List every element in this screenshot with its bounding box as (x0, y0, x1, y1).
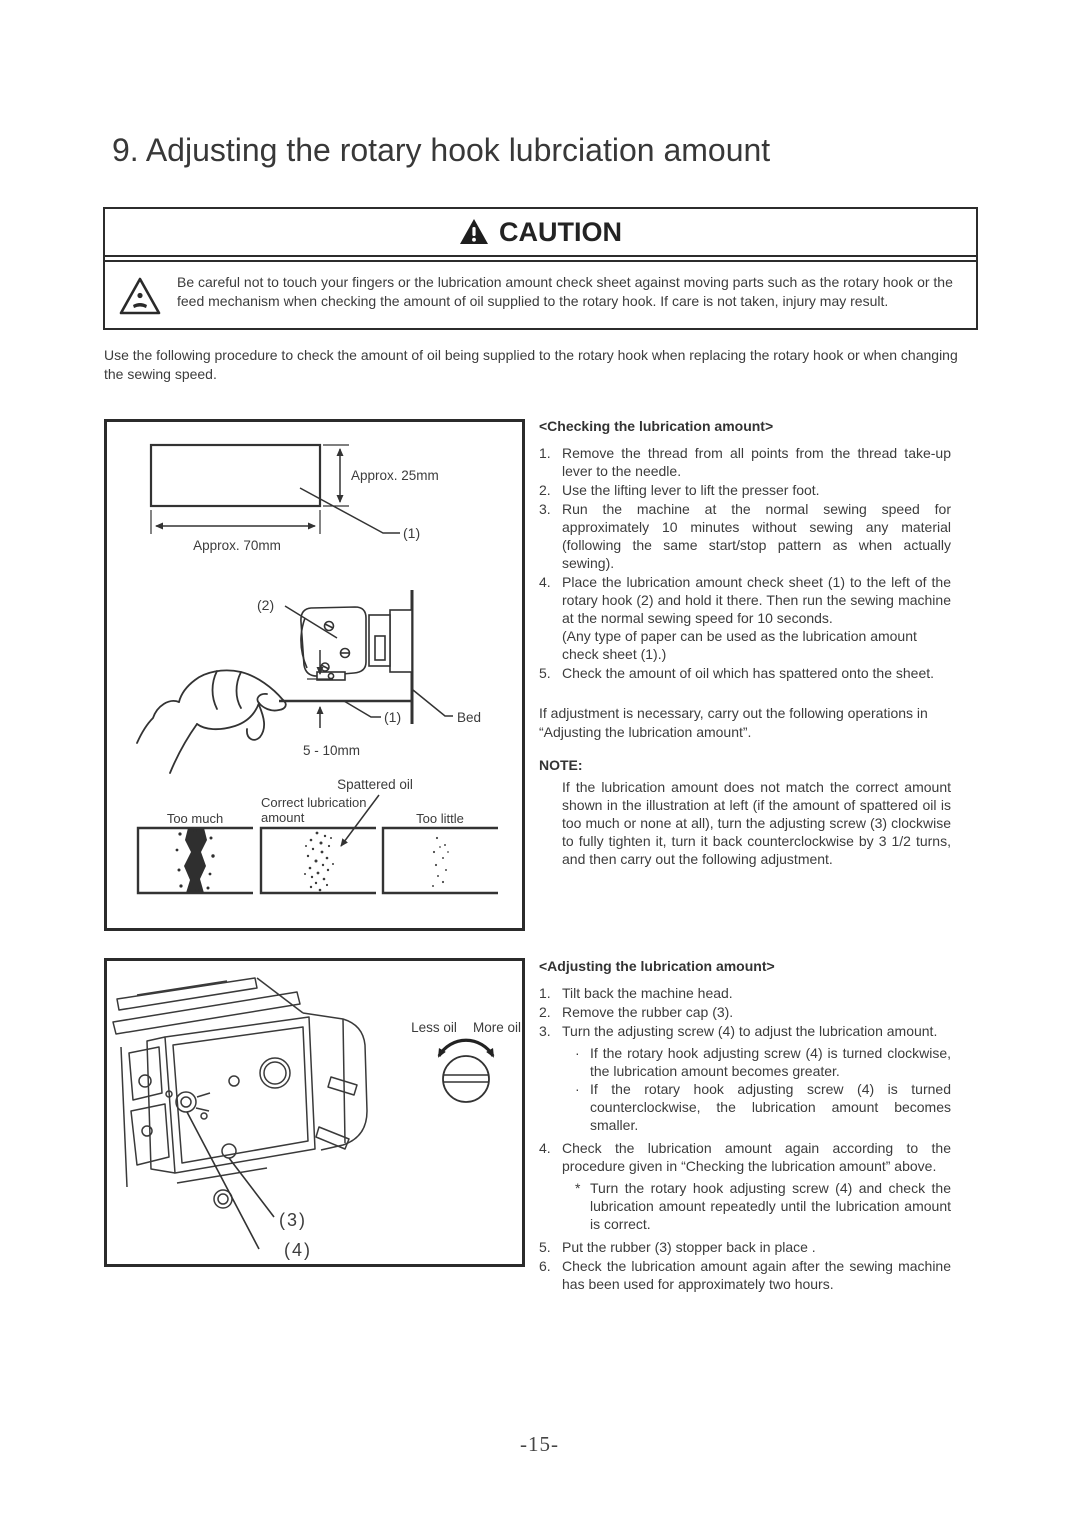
caution-body (105, 260, 976, 328)
too-much-label: Too much (166, 811, 224, 826)
rubber-cap-hole (222, 1144, 236, 1158)
dim-height-label: Approx. 25mm (351, 468, 439, 483)
adjustment-followup-paragraph: If adjustment is necessary, carry out the following operations in “Adjusting the lubrication amount”. (539, 705, 928, 740)
caution-text: Be careful not to touch your fingers or the lubrication amount check sheet against moving parts such as the rotary hook or the feed mechanism when checking the amount of oil supplied to the rotary hook. If care is not taken, injury may result. (177, 274, 953, 309)
callout-screw-label: (4) (284, 1240, 312, 1260)
less-oil-label: Less oil (411, 1020, 457, 1035)
sub-bullets (575, 1044, 951, 1134)
hand-illustration (137, 670, 286, 773)
turn-direction-arrow (439, 1040, 493, 1056)
caution-header (105, 209, 976, 257)
step-number: 6. (539, 1258, 551, 1274)
step-text: Place the lubrication amount check sheet (1) to the left of the rotary hook (2) and hold it there. Then run the sewing machine at the normal sewing speed for 10 seconds. (562, 574, 951, 626)
step-text: Check the amount of oil which has spattered onto the sheet. (562, 665, 935, 681)
list-item (539, 1257, 951, 1293)
correct-label-line2: amount (261, 810, 305, 825)
intro-paragraph: Use the following procedure to check the amount of oil being supplied to the rotary hook when replacing the rotary hook or when changing the sewing speed. (104, 347, 958, 382)
bed-label: Bed (457, 710, 482, 725)
step-number: 2. (539, 1004, 551, 1020)
bullet-marker: * (575, 1180, 581, 1196)
list-item (539, 481, 951, 499)
bullet-item (575, 1179, 951, 1233)
checking-steps (539, 444, 951, 682)
step-number: 3. (539, 1023, 551, 1039)
warning-triangle-filled-icon (459, 218, 489, 246)
adjusting-heading: <Adjusting the lubrication amount> (539, 958, 775, 974)
step-number: 1. (539, 985, 551, 1001)
step-text: Remove the thread from all points from the thread take-up lever to the needle. (562, 445, 951, 479)
check-sheet-rect (151, 445, 320, 506)
list-item (539, 1238, 951, 1256)
step-number: 2. (539, 482, 551, 498)
list-item (539, 1022, 951, 1138)
bullet-text: If the rotary hook adjusting screw (4) is turned counterclockwise, the lubrication amount becomes smaller. (590, 1081, 951, 1133)
page-title: 9. Adjusting the rotary hook lubrciation amount (112, 132, 771, 168)
step-text: Run the machine at the normal sewing speed for approximately 10 minutes without sewing any material (following the same start/stop pattern as when actually sewing). (562, 501, 951, 571)
spatter-too-much (176, 828, 215, 893)
step-text: Put the rubber (3) stopper back in place . (562, 1239, 816, 1255)
spattered-oil-label: Spattered oil (337, 777, 413, 792)
rotary-hook-illustration (301, 607, 412, 680)
bullet-item (575, 1080, 951, 1134)
step-text: Tilt back the machine head. (562, 985, 733, 1001)
dim-width-label: Approx. 70mm (193, 538, 281, 553)
step-text: Remove the rubber cap (3). (562, 1004, 734, 1020)
callout-line-screw (187, 1112, 259, 1249)
callout-line-sheet2 (344, 701, 381, 717)
step-number: 5. (539, 665, 551, 681)
list-item (539, 1003, 951, 1021)
list-item (539, 444, 951, 480)
list-item (539, 500, 951, 572)
step-number: 5. (539, 1239, 551, 1255)
list-item (539, 984, 951, 1002)
list-item (539, 664, 951, 682)
bullet-item (575, 1044, 951, 1080)
adjusting-section (539, 958, 951, 1294)
injury-warning-triangle-icon (118, 276, 162, 316)
list-item (539, 1139, 951, 1237)
more-oil-label: More oil (472, 1020, 522, 1035)
correct-label-line1: Correct lubrication (261, 795, 367, 810)
callout-line-cap (229, 1158, 274, 1217)
note-text: If the lubrication amount does not match the correct amount shown in the illustration at left (if the amount of spattered oil is too much or none at all), turn the adjusting screw (3) clockwise to fully tighten it, turn it back counterclockwise by 3 1/2 turns, and then carry out the following adjustment. (562, 779, 951, 867)
step-text: Use the lifting lever to lift the presser foot. (562, 482, 820, 498)
step-text: Check the lubrication amount again after the sewing machine has been used for approximately two hours. (562, 1258, 951, 1292)
dim-gap-label: 5 - 10mm (303, 743, 361, 758)
checking-diagram-box (104, 419, 525, 931)
adjusting-steps (539, 984, 951, 1293)
note-label: NOTE: (539, 757, 583, 773)
adjusting-screw-head (443, 1056, 489, 1102)
bullet-marker: · (575, 1045, 580, 1061)
callout-cap-label: (3) (279, 1210, 307, 1230)
sub-bullets (575, 1179, 951, 1233)
list-item (539, 573, 951, 663)
page-number: -15- (520, 1432, 559, 1456)
callout-sheet2-label: (1) (384, 709, 402, 725)
caution-title: CAUTION (499, 216, 622, 247)
step-number: 4. (539, 1140, 551, 1156)
step-text-continued: (Any type of paper can be used as the lubrication amount check sheet (1).) (562, 628, 917, 662)
adjusting-diagram-box (104, 958, 525, 1267)
checking-heading: <Checking the lubrication amount> (539, 418, 774, 434)
step-number: 4. (539, 574, 551, 590)
spatter-too-little (432, 837, 449, 887)
bullet-text: Turn the rotary hook adjusting screw (4) and check the lubrication amount repeatedly until the lubrication amount is correct. (590, 1180, 951, 1232)
too-little-label: Too little (416, 811, 464, 826)
bullet-text: If the rotary hook adjusting screw (4) is turned clockwise, the lubrication amount becomes greater. (590, 1045, 951, 1079)
spatter-correct (304, 832, 334, 892)
checking-section (539, 418, 951, 868)
step-number: 3. (539, 501, 551, 517)
step-text: Turn the adjusting screw (4) to adjust the lubrication amount. (562, 1023, 938, 1039)
callout-sheet-label: (1) (403, 525, 421, 541)
callout-hook-label: (2) (257, 597, 275, 613)
caution-box (103, 207, 978, 330)
step-text: Check the lubrication amount again according to the procedure given in “Checking the lubrication amount” above. (562, 1140, 951, 1174)
bullet-marker: · (575, 1081, 580, 1097)
step-number: 1. (539, 445, 551, 461)
callout-line-bed (413, 690, 453, 716)
checking-diagram (107, 422, 522, 928)
adjusting-diagram (107, 961, 522, 1264)
